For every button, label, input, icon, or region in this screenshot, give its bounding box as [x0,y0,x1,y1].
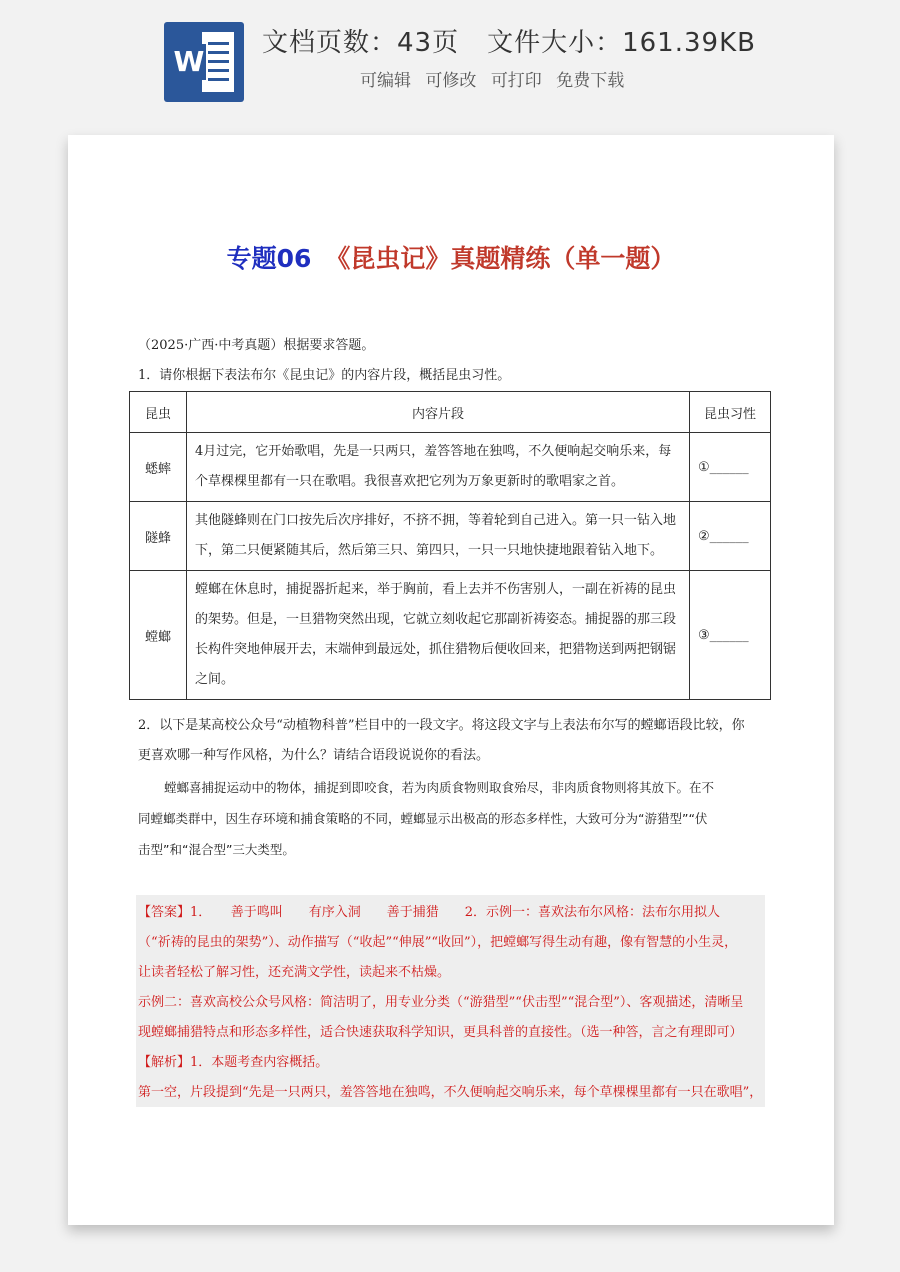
quote-line: 同螳螂类群中，因生存环境和捕食策略的不同，螳螂显示出极高的形态多样性，大致可分为“游猎型”“伏 [138,811,708,826]
content-snippet [187,502,690,571]
snippet-line: 的架势。但是，一旦猎物突然出现，它就立刻收起它那副祈祷姿态。捕捉器的那三段 [195,612,677,627]
answer-line: （“祈祷的昆虫的架势”）、动作描写（“收起”“伸展”“收回”），把螳螂写得生动有趣，像有智慧的小生灵， [138,935,738,950]
feature-free-download: 免费下载 [556,71,625,91]
snippet-line: 螳螂在休息时，捕捉器折起来，举于胸前，看上去并不伤害别人，一副在祈祷的昆虫 [195,582,677,597]
question-2-line: 2．以下是某高校公众号“动植物科普”栏目中的一段文字。将这段文字与上表法布尔写的螳螂语段比较，你 [138,718,745,733]
word-letter: W [173,45,205,78]
insect-table [129,391,771,700]
snippet-line: 下，第二只便紧随其后，然后第三只、第四只，一只一只地快捷地跟着钻入地下。 [195,543,664,558]
question-1: 1．请你根据下表法布尔《昆虫记》的内容片段，概括昆虫习性。 [138,368,511,383]
analysis-line: 【解析】1．本题考查内容概括。 [138,1055,329,1070]
source-line: （2025·广西·中考真题）根据要求答题。 [138,338,375,353]
table-row [130,433,771,502]
header-content: 内容片段 [187,392,690,433]
document-page [68,135,834,1225]
title-main: 《昆虫记》真题精练（单一题） [325,244,676,273]
feature-modifiable: 可修改 [425,71,477,91]
answer-line: 现螳螂捕猎特点和形态多样性，适合快速获取科学知识，更具科普的直接性。（选一种答，言之有理即可） [138,1025,743,1040]
file-size-label: 文件大小：161.39KB [487,28,756,58]
header-insect: 昆虫 [130,392,187,433]
insect-name: 螳螂 [130,571,187,700]
snippet-line: 4月过完，它开始歌唱，先是一只两只，羞答答地在独鸣，不久便响起交响乐来，每 [195,444,672,459]
quote-line: 击型”和“混合型”三大类型。 [138,842,295,857]
header-habit: 昆虫习性 [690,392,771,433]
snippet-line: 个草棵棵里都有一只在歌唱。我很喜欢把它列为万象更新时的歌唱家之首。 [195,474,625,489]
snippet-line: 其他隧蜂则在门口按先后次序排好，不挤不拥，等着轮到自己进入。第一只一钻入地 [195,513,677,528]
feature-printable: 可打印 [490,71,542,91]
word-doc-icon [164,22,244,102]
download-banner [0,0,900,130]
question-2-line: 更喜欢哪一种写作风格，为什么？请结合语段说说你的看法。 [138,748,490,763]
page-title [68,239,834,275]
insect-name: 蟋蟀 [130,433,187,502]
table-row [130,571,771,700]
answer-line: 示例二：喜欢高校公众号风格：简洁明了，用专业分类（“游猎型”“伏击型”“混合型”）、客观描述，清晰呈 [138,995,744,1010]
banner-title [262,22,756,59]
content-snippet [187,571,690,700]
quote-line: 螳螂喜捕捉运动中的物体，捕捉到即咬食，若为肉质食物则取食殆尽，非肉质食物则将其放下。在不 [164,780,715,795]
habit-blank: ①______ [690,433,771,502]
insect-name: 隧蜂 [130,502,187,571]
title-prefix: 专题06 [226,244,312,273]
snippet-line: 长构件突地伸展开去，末端伸到最远处，抓住猎物后便收回来，把猎物送到两把钢锯 [195,642,677,657]
answer-line: 让读者轻松了解习性，还充满文学性，读起来不枯燥。 [138,965,451,980]
page-count-label: 文档页数：43页 [262,28,460,58]
content-snippet [187,433,690,502]
table-header-row [130,392,771,433]
feature-list [360,66,633,91]
habit-blank: ②______ [690,502,771,571]
answer-line: 【答案】1． 善于鸣叫 有序入洞 善于捕猎 2．示例一：喜欢法布尔风格：法布尔用拟人 [138,905,721,920]
feature-editable: 可编辑 [360,71,411,91]
analysis-line: 第一空，片段提到“先是一只两只，羞答答地在独鸣，不久便响起交响乐来，每个草棵棵里都有一只在歌唱”， [138,1085,763,1100]
table-row [130,502,771,571]
habit-blank: ③______ [690,571,771,700]
snippet-line: 之间。 [195,672,235,687]
